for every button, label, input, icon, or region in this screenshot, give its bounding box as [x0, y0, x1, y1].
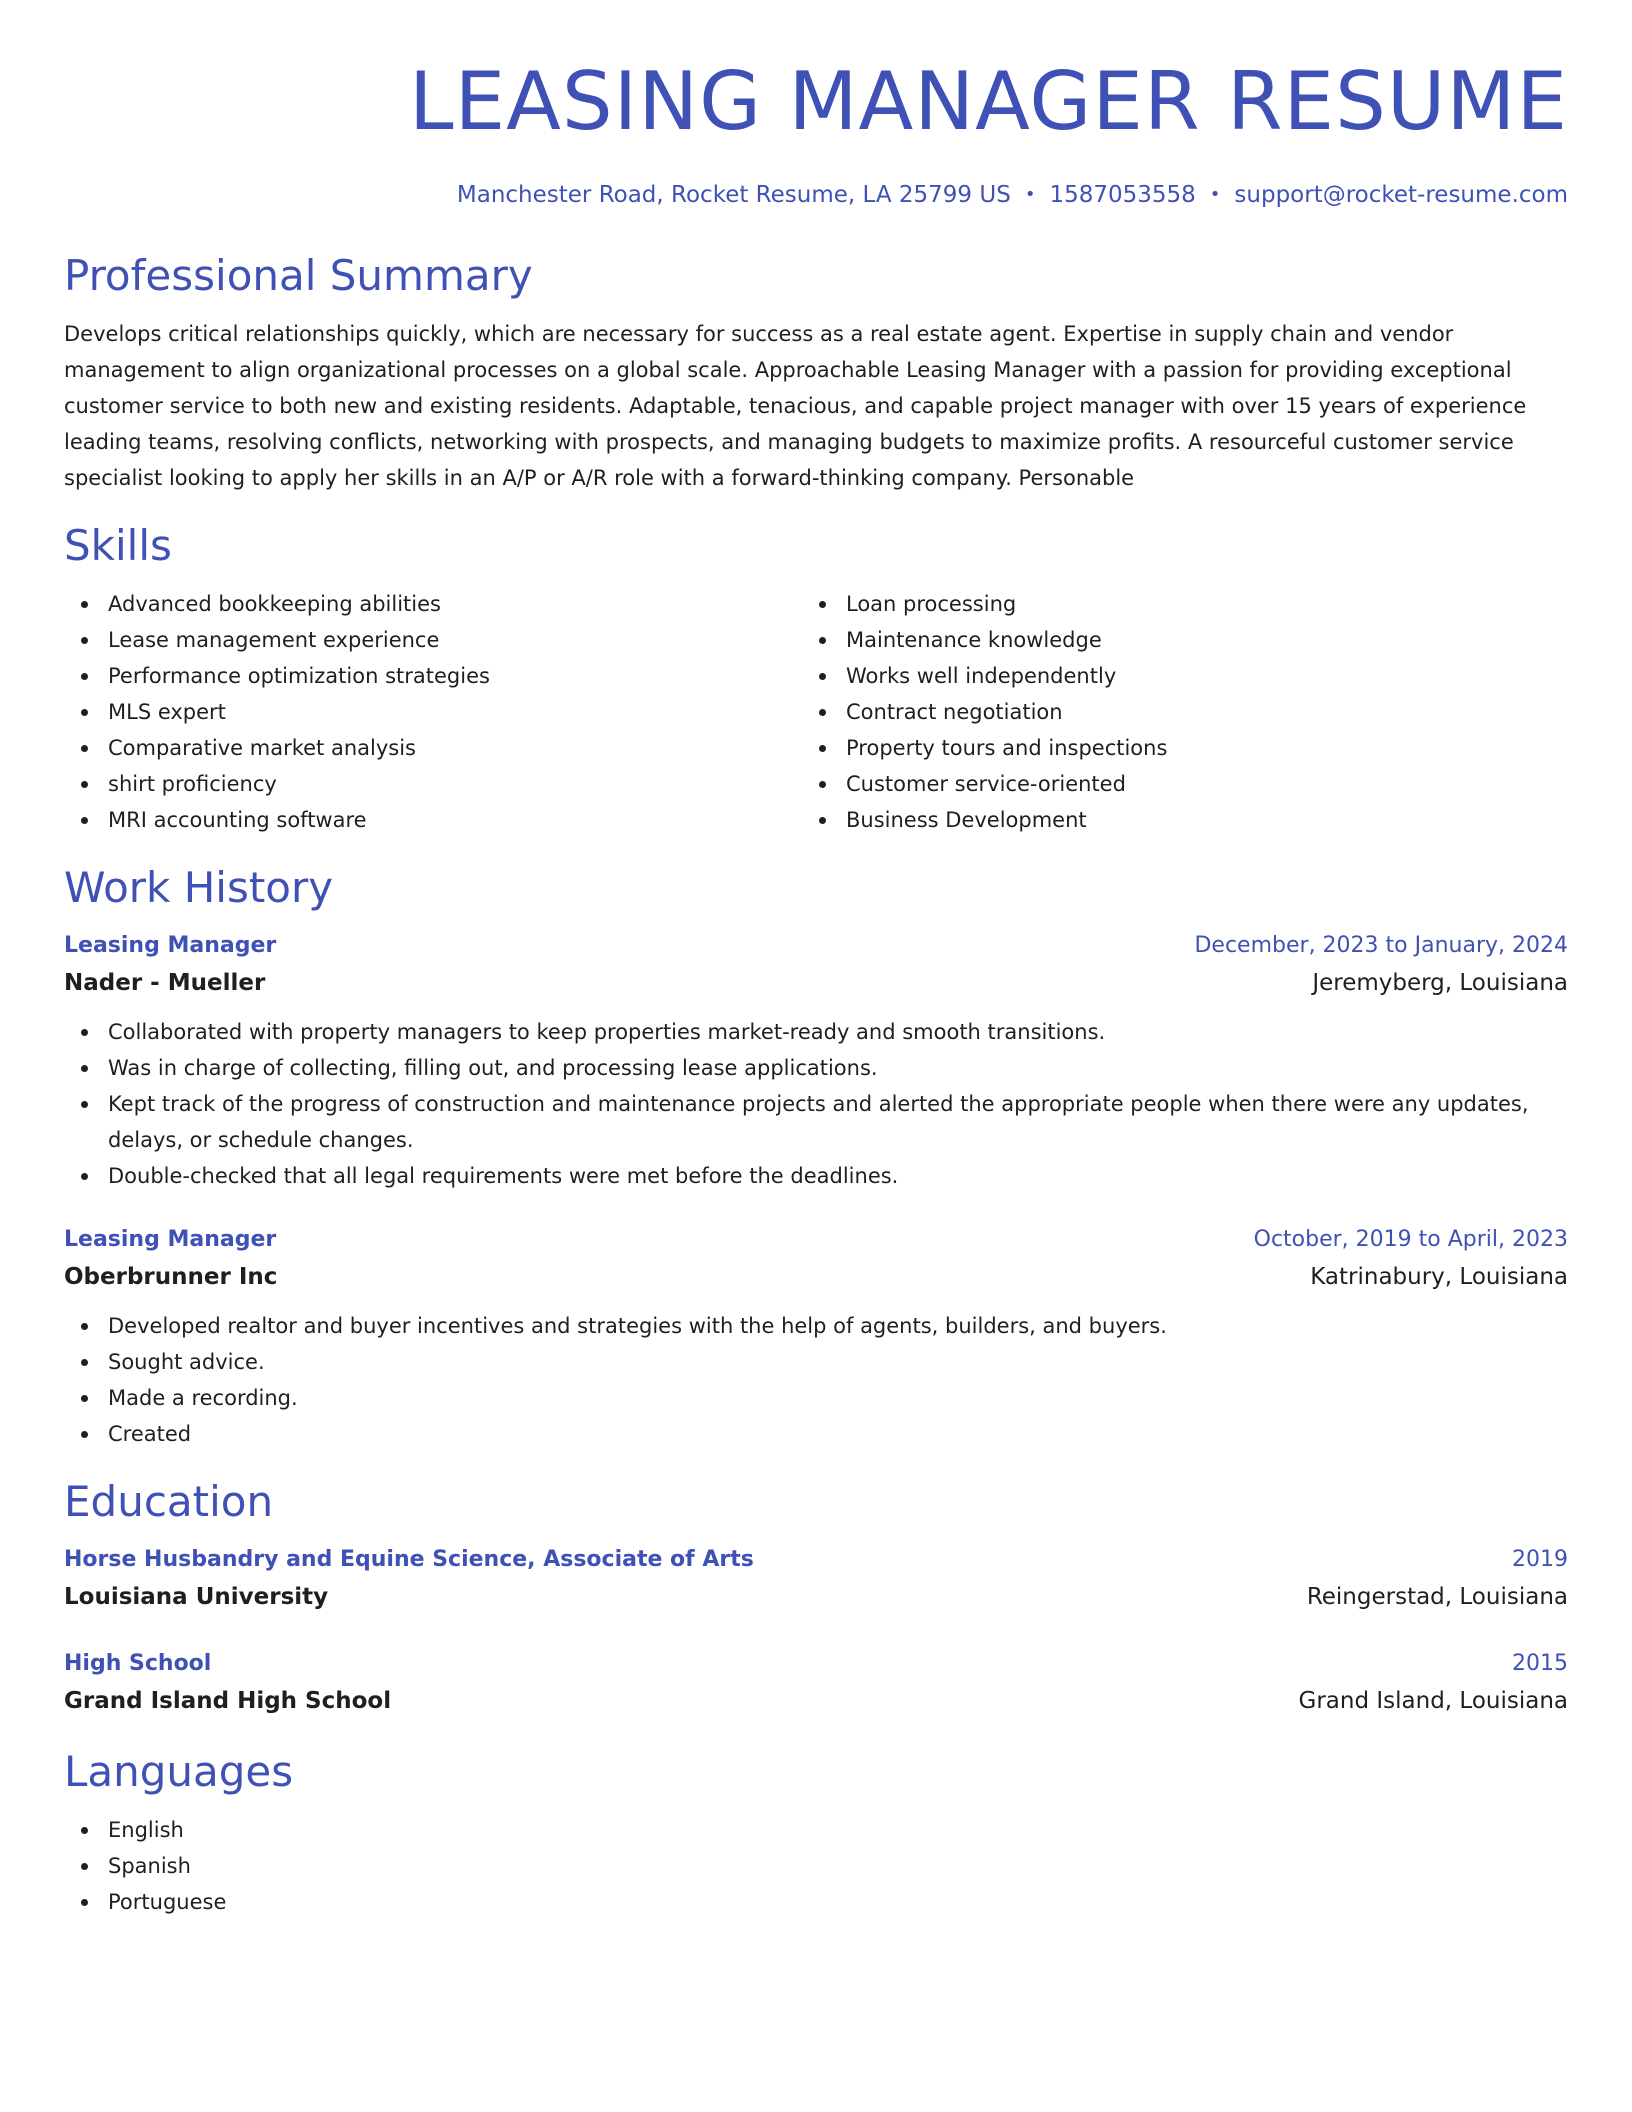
- contact-email: support@rocket-resume.com: [1234, 182, 1568, 208]
- job-bullet: Double-checked that all legal requirements were met before the deadlines.: [64, 1158, 1568, 1194]
- job-bullet: Was in charge of collecting, filling out, and processing lease applications.: [64, 1050, 1568, 1086]
- section-title-skills: Skills: [64, 521, 172, 570]
- education-entry: [64, 1646, 1568, 1720]
- skill-item: Works well independently: [802, 658, 1540, 694]
- job-title: Leasing Manager: [64, 1227, 277, 1252]
- education-degree: High School: [64, 1651, 212, 1676]
- language-item: English: [64, 1812, 1568, 1848]
- skill-item: Property tours and inspections: [802, 730, 1540, 766]
- skill-item: Lease management experience: [64, 622, 802, 658]
- job-bullet: Collaborated with property managers to keep properties market-ready and smooth transitions.: [64, 1014, 1568, 1050]
- resume-header: [64, 52, 1568, 212]
- job-entry: [64, 1222, 1568, 1452]
- language-item: Spanish: [64, 1848, 1568, 1884]
- job-bullet: Made a recording.: [64, 1380, 1568, 1416]
- skill-item: Contract negotiation: [802, 694, 1540, 730]
- job-bullet: Developed realtor and buyer incentives and strategies with the help of agents, builders, and buyers.: [64, 1308, 1568, 1344]
- job-location: Jeremyberg, Louisiana: [1312, 970, 1568, 996]
- skill-item: Performance optimization strategies: [64, 658, 802, 694]
- skill-item: Customer service-oriented: [802, 766, 1540, 802]
- education-degree: Horse Husbandry and Equine Science, Associate of Arts: [64, 1547, 754, 1572]
- languages-section: [64, 1746, 1568, 1920]
- education-entry: [64, 1542, 1568, 1616]
- job-bullet: Created: [64, 1416, 1568, 1452]
- job-title: Leasing Manager: [64, 933, 277, 958]
- contact-phone: 1587053558: [1049, 182, 1196, 208]
- job-entry: [64, 928, 1568, 1194]
- section-title-work: Work History: [64, 863, 334, 912]
- job-bullet: Sought advice.: [64, 1344, 1568, 1380]
- job-location: Katrinabury, Louisiana: [1310, 1264, 1568, 1290]
- education-school: Louisiana University: [64, 1584, 329, 1610]
- job-company: Oberbrunner Inc: [64, 1264, 278, 1290]
- job-bullet: Kept track of the progress of construction and maintenance projects and alerted the appropriate people when there were any updates, delays, or schedule changes.: [64, 1086, 1568, 1158]
- contact-address: Manchester Road, Rocket Resume, LA 25799 US: [456, 182, 1011, 208]
- contact-separator: •: [1024, 184, 1036, 205]
- summary-section: [64, 250, 1568, 496]
- skill-item: Comparative market analysis: [64, 730, 802, 766]
- language-item: Portuguese: [64, 1884, 1568, 1920]
- job-company: Nader - Mueller: [64, 970, 266, 996]
- skill-item: Advanced bookkeeping abilities: [64, 586, 802, 622]
- education-school: Grand Island High School: [64, 1688, 392, 1714]
- contact-line: [64, 178, 1568, 212]
- skill-item: shirt proficiency: [64, 766, 802, 802]
- section-title-education: Education: [64, 1477, 274, 1526]
- skills-column-right: [802, 586, 1540, 838]
- section-title-summary: Professional Summary: [64, 251, 533, 300]
- summary-text: Develops critical relationships quickly, which are necessary for success as a real estate agent. Expertise in supply chain and vendor management to align organizational processes on a global scale. Approachable Leasing Manager with a passion for providing exceptional customer service to both new and existing residents. Adaptable, tenacious, and capable project manager with over 15 years of experience leading teams, resolving conflicts, networking with prospects, and managing budgets to maximize profits. A resourceful customer service specialist looking to apply her skills in an A/P or A/R role with a forward-thinking company. Personable: [64, 322, 1527, 490]
- skill-item: Business Development: [802, 802, 1540, 838]
- skill-item: Loan processing: [802, 586, 1540, 622]
- skills-section: [64, 520, 1568, 838]
- job-dates: October, 2019 to April, 2023: [1253, 1227, 1568, 1252]
- education-year: 2019: [1512, 1547, 1568, 1572]
- skills-column-left: [64, 586, 802, 838]
- contact-separator: •: [1209, 184, 1221, 205]
- education-location: Reingerstad, Louisiana: [1306, 1584, 1568, 1610]
- skill-item: Maintenance knowledge: [802, 622, 1540, 658]
- skills-grid: [64, 586, 1568, 838]
- work-history-section: [64, 862, 1568, 1452]
- page-title: LEASING MANAGER RESUME: [409, 55, 1568, 148]
- education-location: Grand Island, Louisiana: [1298, 1688, 1568, 1714]
- skill-item: MLS expert: [64, 694, 802, 730]
- education-year: 2015: [1512, 1651, 1568, 1676]
- skill-item: MRI accounting software: [64, 802, 802, 838]
- job-dates: December, 2023 to January, 2024: [1194, 933, 1568, 958]
- education-section: [64, 1476, 1568, 1720]
- section-title-languages: Languages: [64, 1747, 294, 1796]
